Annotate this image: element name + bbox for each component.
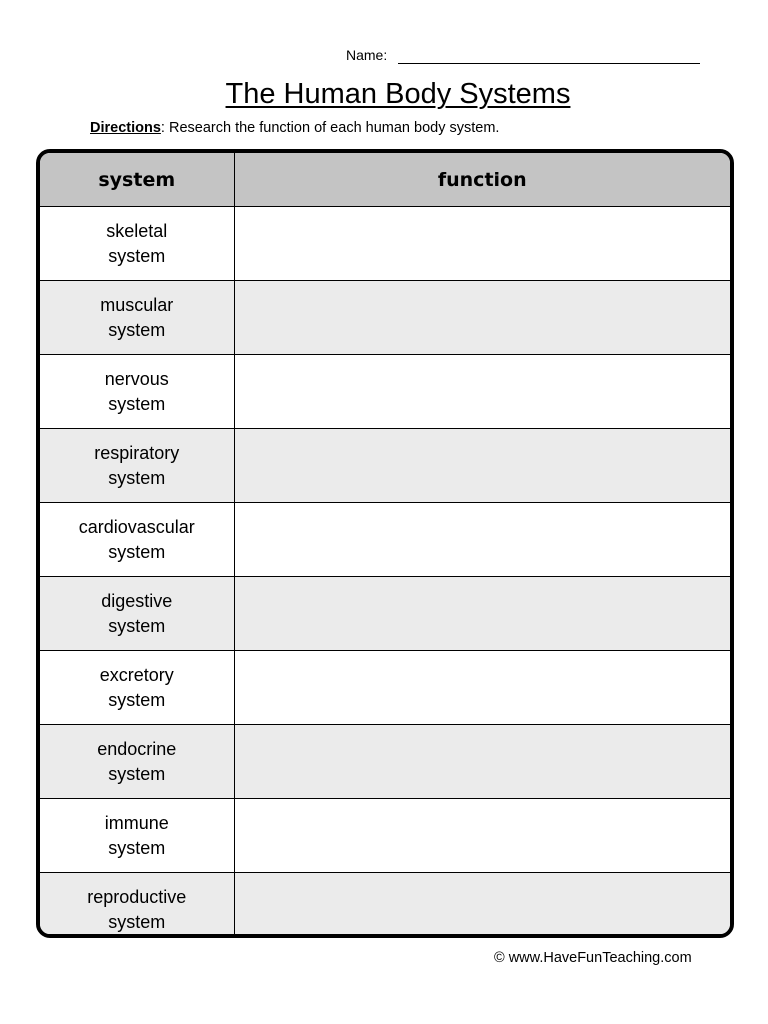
function-column-header: function (234, 153, 730, 207)
system-name-cell (40, 577, 234, 651)
system-word: system (108, 393, 166, 414)
system-name: immune (104, 812, 169, 833)
name-field[interactable] (346, 47, 706, 67)
system-name-cell (40, 873, 234, 939)
table-row (40, 725, 730, 799)
system-name: cardiovascular (78, 516, 195, 537)
system-column-header: system (40, 153, 234, 207)
system-word: system (108, 541, 166, 562)
system-word: system (108, 615, 166, 636)
table-row (40, 503, 730, 577)
table-row (40, 577, 730, 651)
system-name-cell (40, 651, 234, 725)
system-name-cell (40, 281, 234, 355)
function-answer-cell[interactable] (234, 281, 730, 355)
function-answer-cell[interactable] (234, 799, 730, 873)
function-answer-cell[interactable] (234, 429, 730, 503)
directions (90, 120, 499, 136)
function-answer-cell[interactable] (234, 725, 730, 799)
table-row (40, 355, 730, 429)
systems-table (40, 153, 730, 938)
system-word: system (108, 689, 166, 710)
copyright-footer: © www.HaveFunTeaching.com (494, 950, 692, 966)
directions-text: : Research the function of each human body system. (160, 120, 500, 136)
system-name-cell (40, 207, 234, 281)
name-label: Name: (346, 47, 388, 63)
function-answer-cell[interactable] (234, 207, 730, 281)
table-row (40, 281, 730, 355)
system-word: system (108, 763, 166, 784)
system-name: endocrine (97, 738, 177, 759)
function-answer-cell[interactable] (234, 503, 730, 577)
table-row (40, 651, 730, 725)
page-title: The Human Body Systems (225, 78, 571, 110)
table-row (40, 207, 730, 281)
table-row (40, 429, 730, 503)
function-answer-cell[interactable] (234, 355, 730, 429)
system-name: nervous (104, 368, 169, 389)
system-name: reproductive (87, 886, 187, 907)
systems-table-frame (36, 149, 734, 938)
table-header-row (40, 153, 730, 207)
name-blank-line[interactable] (398, 63, 700, 64)
function-answer-cell[interactable] (234, 873, 730, 939)
system-name-cell (40, 725, 234, 799)
system-word: system (108, 245, 166, 266)
system-name: skeletal (106, 220, 168, 241)
function-answer-cell[interactable] (234, 651, 730, 725)
table-row (40, 799, 730, 873)
table-row (40, 873, 730, 939)
system-word: system (108, 837, 166, 858)
system-name-cell (40, 429, 234, 503)
system-name-cell (40, 355, 234, 429)
system-word: system (108, 467, 166, 488)
system-word: system (108, 911, 166, 932)
system-name: respiratory (94, 442, 180, 463)
system-name: excretory (99, 664, 174, 685)
function-answer-cell[interactable] (234, 577, 730, 651)
system-name-cell (40, 503, 234, 577)
system-name: muscular (100, 294, 174, 315)
system-name: digestive (101, 590, 173, 611)
system-name-cell (40, 799, 234, 873)
directions-label: Directions (90, 120, 161, 136)
system-word: system (108, 319, 166, 340)
